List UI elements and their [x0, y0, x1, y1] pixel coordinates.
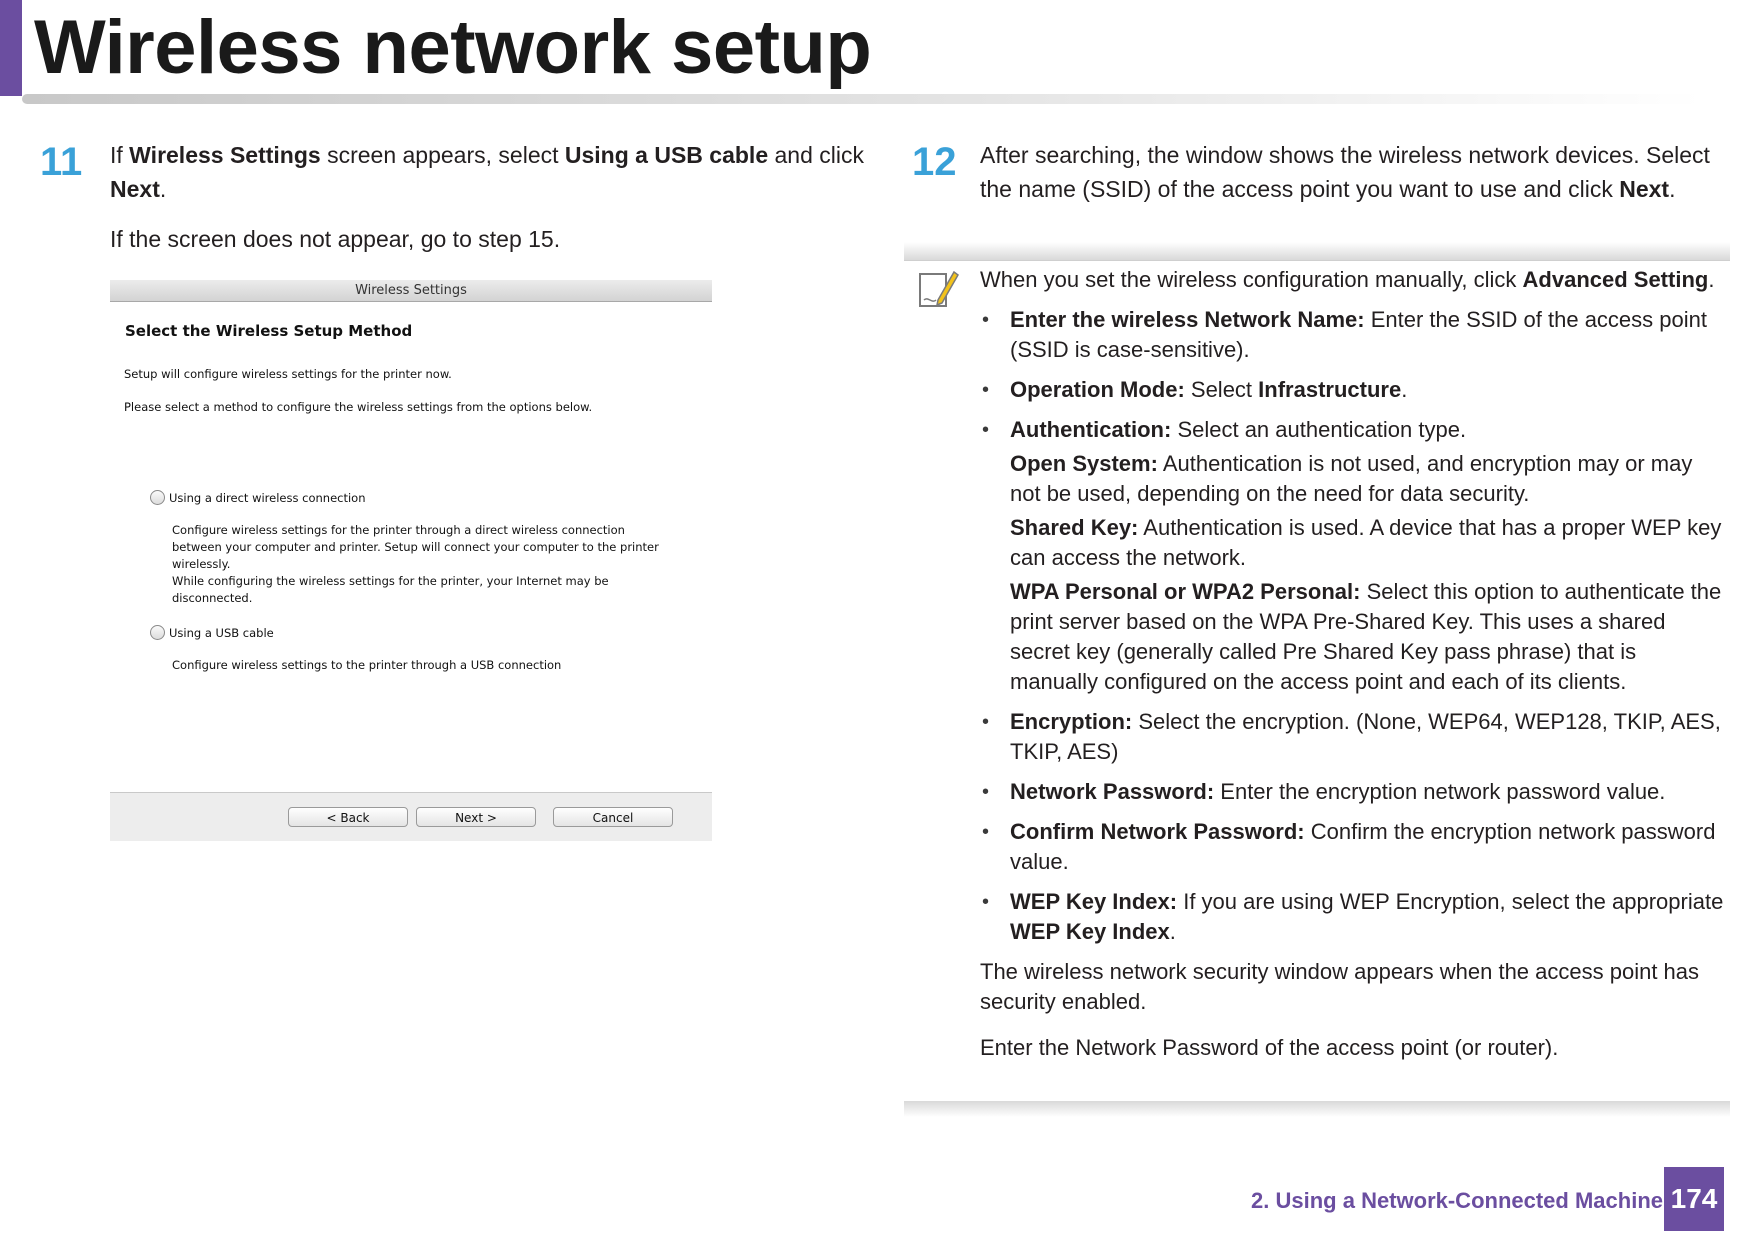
list-item-text: Select an authentication type.: [1171, 417, 1467, 442]
radio-usb-cable[interactable]: [150, 625, 274, 640]
radio-direct-wireless[interactable]: [150, 490, 366, 505]
option-1-desc-line: Configure wireless settings for the printer through a direct wireless connection: [172, 523, 625, 537]
note-tail: [980, 957, 1728, 1063]
header-accent-bar: [0, 0, 22, 96]
option-1-desc-line: between your computer and printer. Setup will connect your computer to the printer: [172, 540, 659, 554]
note-pencil-icon: [916, 266, 960, 312]
note-intro-text: When you set the wireless configuration manually, click: [980, 267, 1523, 292]
list-item-bold: Infrastructure: [1258, 377, 1402, 402]
list-item-label: Confirm Network Password:: [1010, 819, 1305, 844]
list-item-label: WEP Key Index:: [1010, 889, 1178, 914]
dialog-line-1: Setup will configure wireless settings for the printer now.: [124, 367, 452, 381]
note-intro-bold: Advanced Setting: [1522, 267, 1709, 292]
list-item-text: Enter the encryption network password value.: [1214, 779, 1666, 804]
auth-type-label: Shared Key:: [1010, 515, 1139, 540]
list-item: [980, 817, 1728, 877]
step-11-text-1: If: [110, 142, 130, 168]
list-item-label: Authentication:: [1010, 417, 1172, 442]
list-item: [980, 415, 1728, 697]
option-1-desc-line: disconnected.: [172, 591, 253, 605]
step-11-text-3: and click: [768, 142, 864, 168]
step-12-text-2: the name (SSID) of the access point you want to use and click: [980, 176, 1620, 202]
note-content: [980, 265, 1728, 1079]
dialog-line-2: Please select a method to configure the wireless settings from the options below.: [124, 400, 593, 414]
list-item-label: Network Password:: [1010, 779, 1215, 804]
list-item: [980, 305, 1728, 365]
option-1-desc-line: wirelessly.: [172, 557, 231, 571]
list-item-text: .: [1169, 919, 1176, 944]
auth-type-text: Authentication is used. A device that has a proper WEP key can access the network.: [1010, 515, 1722, 570]
note-bottom-rule: [904, 1101, 1730, 1117]
step-12-text: [980, 138, 1740, 206]
cancel-button[interactable]: Cancel: [553, 807, 673, 827]
auth-type-label: Open System:: [1010, 451, 1158, 476]
list-item: [980, 777, 1728, 807]
footer-section-title: 2. Using a Network-Connected Machine: [1251, 1188, 1663, 1213]
list-item-text: Select: [1184, 377, 1259, 402]
auth-type: [1010, 577, 1728, 697]
step-11-text-2: screen appears, select: [320, 142, 565, 168]
page-title: Wireless network setup: [34, 5, 872, 90]
step-11-text-4: .: [159, 176, 167, 202]
radio-circle-icon[interactable]: [150, 490, 165, 505]
auth-types: [1010, 449, 1728, 697]
auth-type-label: WPA Personal or WPA2 Personal:: [1010, 579, 1361, 604]
wireless-settings-dialog: [110, 280, 712, 840]
list-item-label: Enter the wireless Network Name:: [1010, 307, 1365, 332]
note-intro-end: .: [1708, 267, 1715, 292]
auth-type: [1010, 449, 1728, 509]
radio-circle-icon[interactable]: [150, 625, 165, 640]
list-item-label: Operation Mode:: [1010, 377, 1185, 402]
list-item: [980, 887, 1728, 947]
option-1-description: [172, 522, 702, 607]
title-divider: [22, 94, 1702, 104]
page-number: 174: [1664, 1167, 1724, 1231]
list-item-bold: WEP Key Index: [1010, 919, 1170, 944]
back-button[interactable]: < Back: [288, 807, 408, 827]
list-item: [980, 375, 1728, 405]
note-intro: [980, 265, 1728, 295]
dialog-titlebar: Wireless Settings: [110, 280, 712, 302]
step-12-bold: Next: [1619, 176, 1670, 202]
step-11-bold-2: Using a USB cable: [564, 142, 769, 168]
dialog-heading: Select the Wireless Setup Method: [125, 322, 413, 340]
note-tail-1: The wireless network security window appears when the access point has security enabled.: [980, 959, 1700, 1014]
list-item-text: Select the encryption. (None, WEP64, WEP128, TKIP, AES, TKIP, AES): [1010, 709, 1721, 764]
step-11-number: 11: [40, 140, 83, 184]
list-item-text: Confirm the encryption network password value.: [1010, 819, 1716, 874]
list-item-text: .: [1401, 377, 1408, 402]
settings-list: [980, 305, 1728, 947]
step-12-text-3: .: [1669, 176, 1676, 202]
step-12-text-1: After searching, the window shows the wireless network devices. Select: [980, 142, 1710, 168]
next-button[interactable]: Next >: [416, 807, 536, 827]
note-top-rule: [904, 242, 1730, 261]
radio-direct-wireless-label: Using a direct wireless connection: [169, 490, 366, 505]
list-item-text: If you are using WEP Encryption, select the appropriate: [1177, 889, 1724, 914]
auth-type-text: Authentication is not used, and encryption may or may not be used, depending on the need for data security.: [1010, 451, 1693, 506]
option-1-desc-line: While configuring the wireless settings for the printer, your Internet may be: [172, 574, 609, 588]
auth-type: [1010, 513, 1728, 573]
step-11-bold-1: Wireless Settings: [129, 142, 321, 168]
option-2-description: Configure wireless settings to the printer through a USB connection: [172, 658, 562, 672]
list-item: [980, 707, 1728, 767]
step-12-number: 12: [912, 140, 957, 184]
list-item-text: Enter the SSID of the access point (SSID is case-sensitive).: [1010, 307, 1707, 362]
radio-usb-cable-label: Using a USB cable: [169, 625, 274, 640]
step-11-subtext: If the screen does not appear, go to step 15.: [110, 226, 561, 252]
auth-type-text: Select this option to authenticate the print server based on the WPA Pre-Shared Key. This uses a shared secret key (generally called Pre Shared Key pass phrase) that is manually configured on the access point and each of its clients.: [1010, 579, 1722, 694]
step-11-bold-3: Next: [110, 176, 160, 202]
dialog-footer: [110, 792, 712, 841]
step-11-text: [110, 138, 870, 206]
list-item-label: Encryption:: [1010, 709, 1133, 734]
note-tail-2: Enter the Network Password of the access point (or router).: [980, 1035, 1559, 1060]
